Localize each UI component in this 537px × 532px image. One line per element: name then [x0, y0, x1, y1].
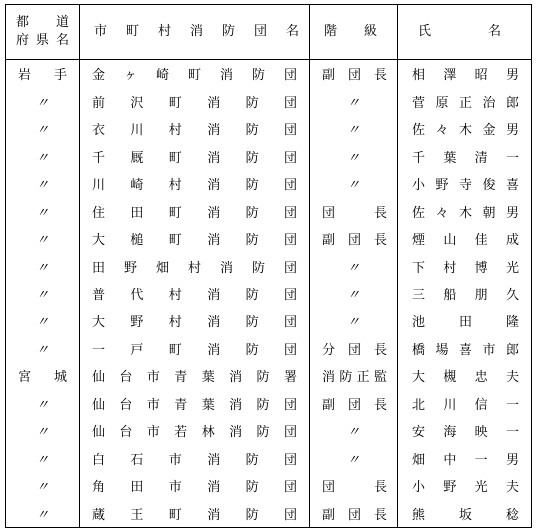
cell-name: 大槻忠夫: [398, 362, 532, 389]
header-municipality: 市町村消防団名: [80, 5, 310, 60]
header-row: [6, 5, 532, 60]
cell-name: 佐々木朝男: [398, 197, 532, 224]
table-row: [6, 170, 532, 197]
cell-municipality: 角田市消防団: [80, 472, 310, 499]
cell-rank: 副団長: [310, 500, 398, 528]
fire-brigade-table: [5, 4, 532, 528]
cell-prefecture: 〃: [6, 472, 80, 499]
table-row: [6, 115, 532, 142]
table-body: [6, 60, 532, 528]
cell-name: 下村博光: [398, 252, 532, 279]
cell-rank: 団長: [310, 472, 398, 499]
cell-prefecture: 〃: [6, 252, 80, 279]
table-row: [6, 225, 532, 252]
cell-prefecture: 〃: [6, 115, 80, 142]
cell-municipality: 住田町消防団: [80, 197, 310, 224]
cell-municipality: 仙台市若林消防団: [80, 417, 310, 444]
cell-rank: 〃: [310, 142, 398, 169]
cell-prefecture: 〃: [6, 500, 80, 528]
cell-name: 佐々木金男: [398, 115, 532, 142]
table-row: [6, 87, 532, 114]
cell-prefecture: 〃: [6, 87, 80, 114]
cell-prefecture: 〃: [6, 335, 80, 362]
cell-rank: 〃: [310, 87, 398, 114]
cell-prefecture: 〃: [6, 225, 80, 252]
cell-name: 北川信一: [398, 390, 532, 417]
cell-prefecture: 〃: [6, 445, 80, 472]
table-row: [6, 307, 532, 334]
cell-rank: 消防正監: [310, 362, 398, 389]
cell-municipality: 前沢町消防団: [80, 87, 310, 114]
cell-name: 相澤昭男: [398, 60, 532, 88]
table-row: [6, 252, 532, 279]
table-row: [6, 472, 532, 499]
cell-municipality: 田野畑村消防団: [80, 252, 310, 279]
cell-rank: 〃: [310, 280, 398, 307]
cell-prefecture: 〃: [6, 280, 80, 307]
cell-rank: 〃: [310, 417, 398, 444]
cell-rank: 副団長: [310, 390, 398, 417]
cell-municipality: 蔵王町消防団: [80, 500, 310, 528]
table-row: [6, 142, 532, 169]
cell-rank: 〃: [310, 170, 398, 197]
table-row: [6, 280, 532, 307]
cell-name: 池田隆: [398, 307, 532, 334]
cell-prefecture: 〃: [6, 417, 80, 444]
header-prefecture-line1: 都道: [16, 15, 69, 30]
cell-municipality: 大槌町消防団: [80, 225, 310, 252]
header-prefecture: [6, 5, 80, 60]
header-name: 氏名: [398, 5, 532, 60]
table-row: [6, 362, 532, 389]
cell-name: 畑中一男: [398, 445, 532, 472]
cell-municipality: 衣川村消防団: [80, 115, 310, 142]
table-row: [6, 60, 532, 88]
cell-rank: 〃: [310, 115, 398, 142]
cell-prefecture: 〃: [6, 170, 80, 197]
cell-name: 熊坂稔: [398, 500, 532, 528]
table-row: [6, 335, 532, 362]
cell-name: 安海映一: [398, 417, 532, 444]
cell-municipality: 大野村消防団: [80, 307, 310, 334]
cell-rank: 副団長: [310, 225, 398, 252]
cell-prefecture: 〃: [6, 197, 80, 224]
cell-rank: 〃: [310, 252, 398, 279]
cell-name: 三船朋久: [398, 280, 532, 307]
cell-municipality: 川崎村消防団: [80, 170, 310, 197]
table-header: [6, 5, 532, 60]
cell-name: 煙山佳成: [398, 225, 532, 252]
cell-prefecture: 〃: [6, 390, 80, 417]
table-row: [6, 500, 532, 528]
cell-prefecture: 〃: [6, 307, 80, 334]
cell-municipality: 千厩町消防団: [80, 142, 310, 169]
cell-prefecture: 岩手: [6, 60, 80, 88]
cell-name: 橋場喜市郎: [398, 335, 532, 362]
cell-rank: 〃: [310, 445, 398, 472]
header-prefecture-line2: 府県名: [16, 33, 69, 48]
cell-prefecture: 〃: [6, 142, 80, 169]
cell-municipality: 白石市消防団: [80, 445, 310, 472]
cell-municipality: 普代村消防団: [80, 280, 310, 307]
cell-rank: 分団長: [310, 335, 398, 362]
table-row: [6, 390, 532, 417]
cell-rank: 副団長: [310, 60, 398, 88]
header-rank: 階級: [310, 5, 398, 60]
table-row: [6, 445, 532, 472]
cell-municipality: 仙台市青葉消防署: [80, 362, 310, 389]
table-row: [6, 197, 532, 224]
cell-name: 千葉清一: [398, 142, 532, 169]
cell-name: 菅原正治郎: [398, 87, 532, 114]
cell-prefecture: 宮城: [6, 362, 80, 389]
cell-rank: 〃: [310, 307, 398, 334]
cell-name: 小野寺俊喜: [398, 170, 532, 197]
cell-municipality: 仙台市青葉消防団: [80, 390, 310, 417]
table-row: [6, 417, 532, 444]
cell-municipality: 一戸町消防団: [80, 335, 310, 362]
cell-rank: 団長: [310, 197, 398, 224]
cell-name: 小野光夫: [398, 472, 532, 499]
cell-municipality: 金ヶ崎町消防団: [80, 60, 310, 88]
